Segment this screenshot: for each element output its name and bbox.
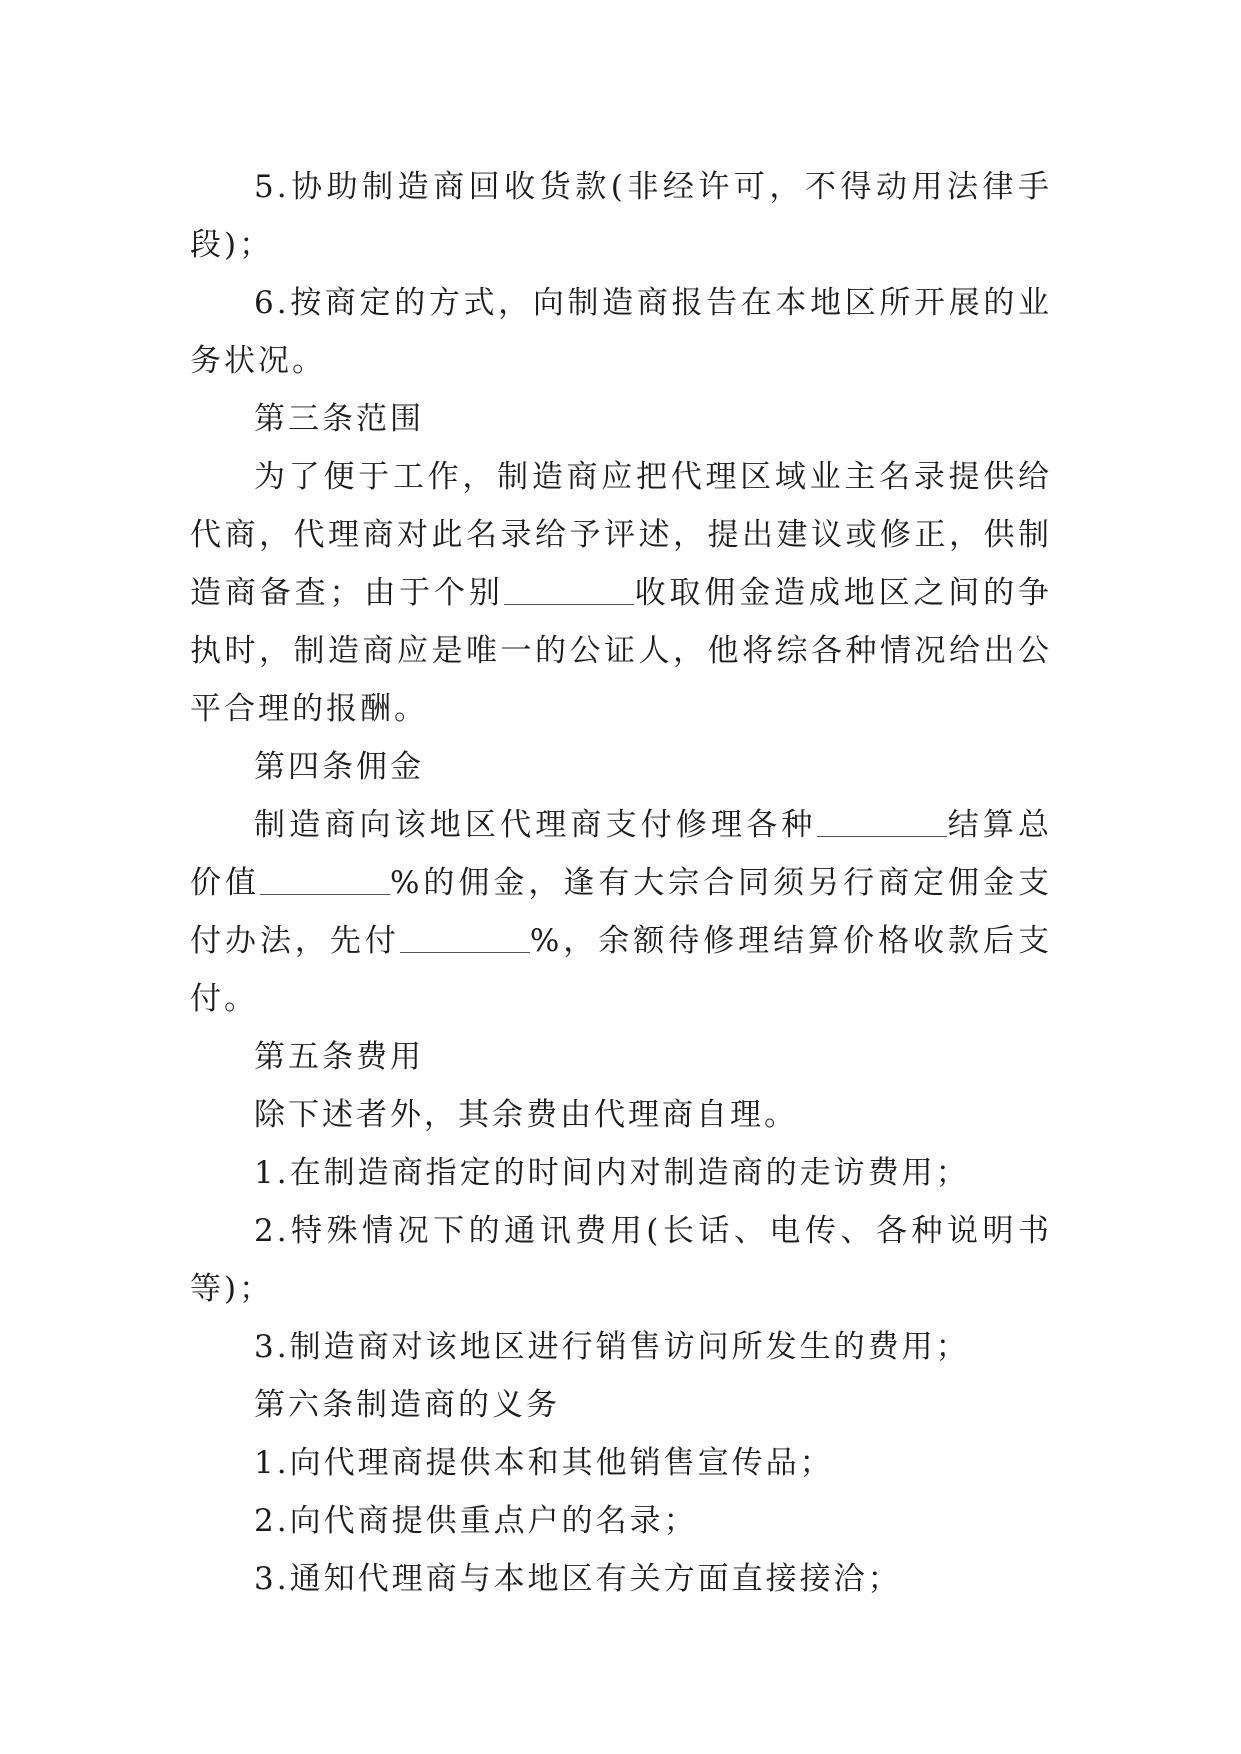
paragraph-item-5: 5.协助制造商回收货款(非经许可，不得动用法律手段)；	[190, 169, 1052, 263]
article-5-heading: 第五条费用	[254, 1039, 424, 1075]
fill-in-blank	[400, 926, 530, 953]
article-5-item-2: 2.特殊情况下的通讯费用(长话、电传、各种说明书等)；	[190, 1213, 1052, 1307]
article-3-body: 为了便于工作，制造商应把代理区域业主名录提供给代商，代理商对此名录给予评述，提出建议或修正，供制造商备查；由于个别 收取佣金造成地区之间的争执时，制造商应是唯一的公证人，他将综各种情况给出公平合理的报酬。	[190, 459, 1053, 727]
article-6-item-1: 1.向代理商提供本和其他销售宣传品；	[254, 1445, 834, 1481]
fill-in-blank	[817, 810, 947, 837]
article-5-item-1: 1.在制造商指定的时间内对制造商的走访费用；	[254, 1155, 970, 1191]
article-6-item-3: 3.通知代理商与本地区有关方面直接接洽；	[254, 1561, 902, 1597]
article-6-heading: 第六条制造商的义务	[254, 1387, 560, 1423]
article-5-item-3: 3.制造商对该地区进行销售访问所发生的费用；	[254, 1329, 970, 1365]
article-4-heading: 第四条佣金	[254, 749, 424, 785]
fill-in-blank	[504, 578, 634, 605]
article-3-heading: 第三条范围	[254, 401, 424, 437]
article-5-body: 除下述者外，其余费由代理商自理。	[254, 1097, 798, 1133]
fill-in-blank	[260, 868, 390, 895]
paragraph-item-6: 6.按商定的方式，向制造商报告在本地区所开展的业务状况。	[190, 285, 1052, 379]
article-4-body: 制造商向该地区代理商支付修理各种 结算总价值 %的佣金，逢有大宗合同须另行商定佣金支付办法，先付 %，余额待修理结算价格收款后支付。	[190, 807, 1053, 1017]
document-body	[190, 158, 1052, 1608]
article-6-item-2: 2.向代商提供重点户的名录；	[254, 1503, 698, 1539]
